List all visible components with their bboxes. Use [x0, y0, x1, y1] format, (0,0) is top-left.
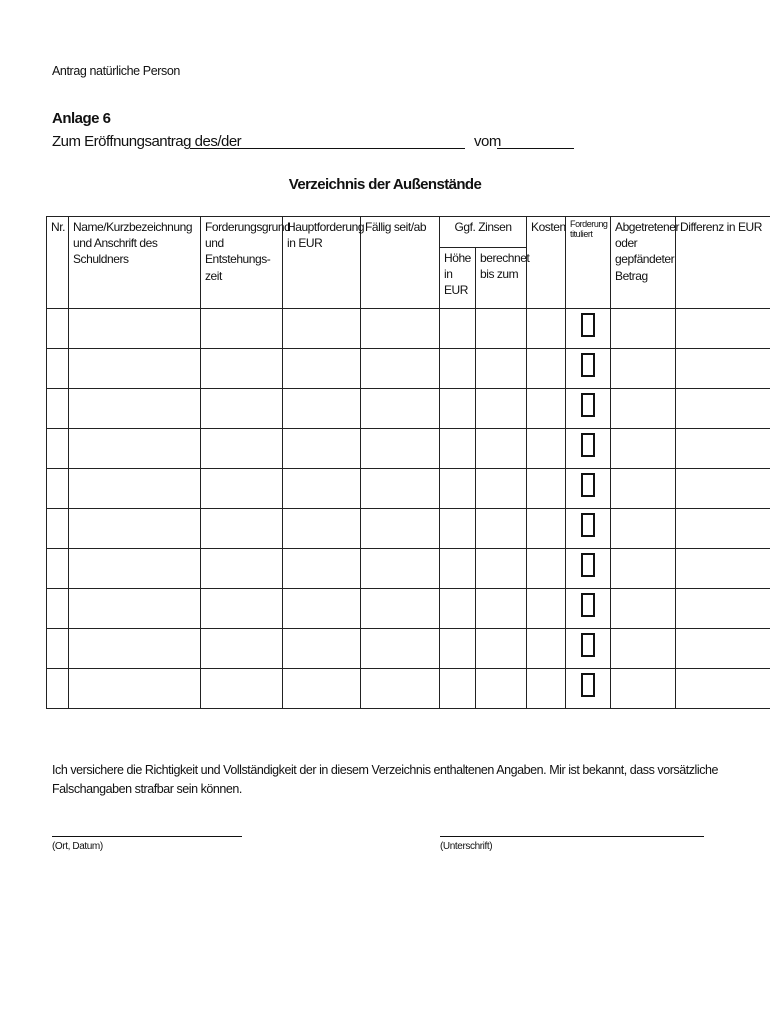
- cell-nr[interactable]: [47, 469, 69, 509]
- table-row: [47, 509, 770, 549]
- cell-kosten[interactable]: [527, 549, 566, 589]
- cell-haupt[interactable]: [283, 669, 361, 709]
- cell-haupt[interactable]: [283, 589, 361, 629]
- cell-faellig[interactable]: [361, 389, 440, 429]
- table-row: [47, 629, 770, 669]
- cell-faellig[interactable]: [361, 509, 440, 549]
- tituliert-checkbox[interactable]: [581, 513, 595, 537]
- cell-differenz[interactable]: [676, 349, 770, 389]
- annex-heading: Anlage 6: [52, 110, 111, 127]
- cell-faellig[interactable]: [361, 469, 440, 509]
- table-row: [47, 589, 770, 629]
- cell-tituliert: [566, 389, 611, 429]
- cell-haupt[interactable]: [283, 309, 361, 349]
- cell-abgetreten[interactable]: [611, 309, 676, 349]
- cell-abgetreten[interactable]: [611, 429, 676, 469]
- cell-faellig[interactable]: [361, 589, 440, 629]
- place-date-field[interactable]: [52, 836, 242, 837]
- cell-zinsen-hoehe[interactable]: [440, 469, 476, 509]
- cell-name[interactable]: [69, 309, 201, 349]
- col-header-haupt: Hauptforderung in EUR: [283, 217, 361, 309]
- cell-haupt[interactable]: [283, 389, 361, 429]
- cell-differenz[interactable]: [676, 629, 770, 669]
- cell-kosten[interactable]: [527, 509, 566, 549]
- cell-zinsen-hoehe[interactable]: [440, 589, 476, 629]
- cell-abgetreten[interactable]: [611, 549, 676, 589]
- cell-differenz[interactable]: [676, 589, 770, 629]
- cell-differenz[interactable]: [676, 669, 770, 709]
- cell-nr[interactable]: [47, 349, 69, 389]
- cell-nr[interactable]: [47, 429, 69, 469]
- table-row: [47, 389, 770, 429]
- cell-grund[interactable]: [201, 429, 283, 469]
- cell-name[interactable]: [69, 349, 201, 389]
- cell-kosten[interactable]: [527, 309, 566, 349]
- cell-zinsen-bis[interactable]: [476, 589, 527, 629]
- cell-zinsen-bis[interactable]: [476, 509, 527, 549]
- cell-tituliert: [566, 589, 611, 629]
- cell-abgetreten[interactable]: [611, 349, 676, 389]
- cell-name[interactable]: [69, 429, 201, 469]
- cell-zinsen-bis[interactable]: [476, 629, 527, 669]
- cell-nr[interactable]: [47, 589, 69, 629]
- cell-zinsen-hoehe[interactable]: [440, 349, 476, 389]
- cell-zinsen-bis[interactable]: [476, 429, 527, 469]
- cell-zinsen-hoehe[interactable]: [440, 509, 476, 549]
- cell-name[interactable]: [69, 629, 201, 669]
- cell-differenz[interactable]: [676, 309, 770, 349]
- col-header-tituliert: Forderung tituliert: [566, 217, 611, 309]
- applicant-type-label: Antrag natürliche Person: [52, 64, 180, 78]
- col-header-name: Name/Kurzbezeichnung und Anschrift des Schuldners: [69, 217, 201, 309]
- cell-differenz[interactable]: [676, 509, 770, 549]
- table-row: [47, 469, 770, 509]
- cell-grund[interactable]: [201, 669, 283, 709]
- table-row: [47, 309, 770, 349]
- cell-abgetreten[interactable]: [611, 629, 676, 669]
- cell-tituliert: [566, 509, 611, 549]
- tituliert-checkbox[interactable]: [581, 553, 595, 577]
- cell-haupt[interactable]: [283, 509, 361, 549]
- application-date-field[interactable]: [497, 148, 574, 149]
- cell-differenz[interactable]: [676, 389, 770, 429]
- place-date-label: (Ort, Datum): [52, 841, 103, 852]
- tituliert-checkbox[interactable]: [581, 633, 595, 657]
- cell-faellig[interactable]: [361, 549, 440, 589]
- cell-haupt[interactable]: [283, 469, 361, 509]
- cell-grund[interactable]: [201, 509, 283, 549]
- cell-haupt[interactable]: [283, 349, 361, 389]
- table-header-row: [47, 217, 770, 248]
- cell-name[interactable]: [69, 509, 201, 549]
- cell-kosten[interactable]: [527, 349, 566, 389]
- cell-zinsen-hoehe[interactable]: [440, 629, 476, 669]
- cell-zinsen-hoehe[interactable]: [440, 309, 476, 349]
- page-title: Verzeichnis der Außenstände: [288, 176, 482, 193]
- cell-abgetreten[interactable]: [611, 589, 676, 629]
- cell-zinsen-bis[interactable]: [476, 349, 527, 389]
- cell-nr[interactable]: [47, 629, 69, 669]
- col-header-abgetreten: Abgetretener oder gepfändeter Betrag: [611, 217, 676, 309]
- cell-tituliert: [566, 549, 611, 589]
- cell-zinsen-hoehe[interactable]: [440, 389, 476, 429]
- cell-zinsen-hoehe[interactable]: [440, 429, 476, 469]
- cell-tituliert: [566, 669, 611, 709]
- col-header-zinsen-bis: berechnet bis zum: [476, 248, 527, 309]
- cell-zinsen-bis[interactable]: [476, 549, 527, 589]
- cell-nr[interactable]: [47, 509, 69, 549]
- cell-nr[interactable]: [47, 309, 69, 349]
- col-header-zinsen-hoehe: Höhe in EUR: [440, 248, 476, 309]
- cell-faellig[interactable]: [361, 669, 440, 709]
- cell-grund[interactable]: [201, 469, 283, 509]
- cell-name[interactable]: [69, 549, 201, 589]
- cell-kosten[interactable]: [527, 589, 566, 629]
- col-header-faellig: Fällig seit/ab: [361, 217, 440, 309]
- tituliert-checkbox[interactable]: [581, 593, 595, 617]
- cell-kosten[interactable]: [527, 469, 566, 509]
- cell-zinsen-hoehe[interactable]: [440, 549, 476, 589]
- tituliert-checkbox[interactable]: [581, 473, 595, 497]
- reference-prefix: Zum Eröffnungsantrag des/der: [52, 133, 242, 150]
- table-row: [47, 429, 770, 469]
- table-row: [47, 349, 770, 389]
- cell-zinsen-bis[interactable]: [476, 669, 527, 709]
- cell-kosten[interactable]: [527, 429, 566, 469]
- col-header-differenz: Differenz in EUR: [676, 217, 770, 309]
- cell-grund[interactable]: [201, 629, 283, 669]
- cell-zinsen-bis[interactable]: [476, 389, 527, 429]
- cell-grund[interactable]: [201, 389, 283, 429]
- table-row: [47, 549, 770, 589]
- cell-grund[interactable]: [201, 549, 283, 589]
- cell-abgetreten[interactable]: [611, 669, 676, 709]
- vom-label: vom: [474, 133, 501, 150]
- cell-faellig[interactable]: [361, 349, 440, 389]
- tituliert-checkbox[interactable]: [581, 673, 595, 697]
- signature-label: (Unterschrift): [440, 841, 493, 852]
- table-row: [47, 669, 770, 709]
- cell-grund[interactable]: [201, 589, 283, 629]
- cell-name[interactable]: [69, 669, 201, 709]
- cell-differenz[interactable]: [676, 549, 770, 589]
- cell-nr[interactable]: [47, 389, 69, 429]
- signature-field[interactable]: [440, 836, 704, 837]
- tituliert-checkbox[interactable]: [581, 393, 595, 417]
- cell-kosten[interactable]: [527, 389, 566, 429]
- cell-kosten[interactable]: [527, 629, 566, 669]
- cell-haupt[interactable]: [283, 429, 361, 469]
- cell-haupt[interactable]: [283, 629, 361, 669]
- tituliert-checkbox[interactable]: [581, 313, 595, 337]
- cell-tituliert: [566, 349, 611, 389]
- cell-zinsen-bis[interactable]: [476, 469, 527, 509]
- cell-abgetreten[interactable]: [611, 469, 676, 509]
- applicant-name-field[interactable]: [190, 148, 465, 149]
- cell-name[interactable]: [69, 389, 201, 429]
- cell-grund[interactable]: [201, 349, 283, 389]
- col-header-zinsen: Ggf. Zinsen: [440, 217, 527, 248]
- cell-tituliert: [566, 629, 611, 669]
- cell-zinsen-hoehe[interactable]: [440, 669, 476, 709]
- cell-differenz[interactable]: [676, 429, 770, 469]
- cell-nr[interactable]: [47, 549, 69, 589]
- cell-tituliert: [566, 469, 611, 509]
- tituliert-checkbox[interactable]: [581, 353, 595, 377]
- col-header-nr: Nr.: [47, 217, 69, 309]
- cell-tituliert: [566, 429, 611, 469]
- cell-kosten[interactable]: [527, 669, 566, 709]
- tituliert-checkbox[interactable]: [581, 433, 595, 457]
- cell-tituliert: [566, 309, 611, 349]
- cell-abgetreten[interactable]: [611, 389, 676, 429]
- receivables-table: [46, 216, 770, 709]
- cell-nr[interactable]: [47, 669, 69, 709]
- declaration-text: Ich versichere die Richtigkeit und Vollständigkeit der in diesem Verzeichnis enthaltenen Angaben. Mir ist bekannt, dass vorsätzliche Falschangaben strafbar sein können.: [52, 763, 719, 797]
- cell-faellig[interactable]: [361, 629, 440, 669]
- col-header-kosten: Kosten: [527, 217, 566, 309]
- cell-abgetreten[interactable]: [611, 509, 676, 549]
- cell-grund[interactable]: [201, 309, 283, 349]
- col-header-grund: Forderungsgrund und Entstehungs-zeit: [201, 217, 283, 309]
- cell-name[interactable]: [69, 469, 201, 509]
- cell-differenz[interactable]: [676, 469, 770, 509]
- cell-faellig[interactable]: [361, 429, 440, 469]
- cell-zinsen-bis[interactable]: [476, 309, 527, 349]
- cell-haupt[interactable]: [283, 549, 361, 589]
- cell-name[interactable]: [69, 589, 201, 629]
- cell-faellig[interactable]: [361, 309, 440, 349]
